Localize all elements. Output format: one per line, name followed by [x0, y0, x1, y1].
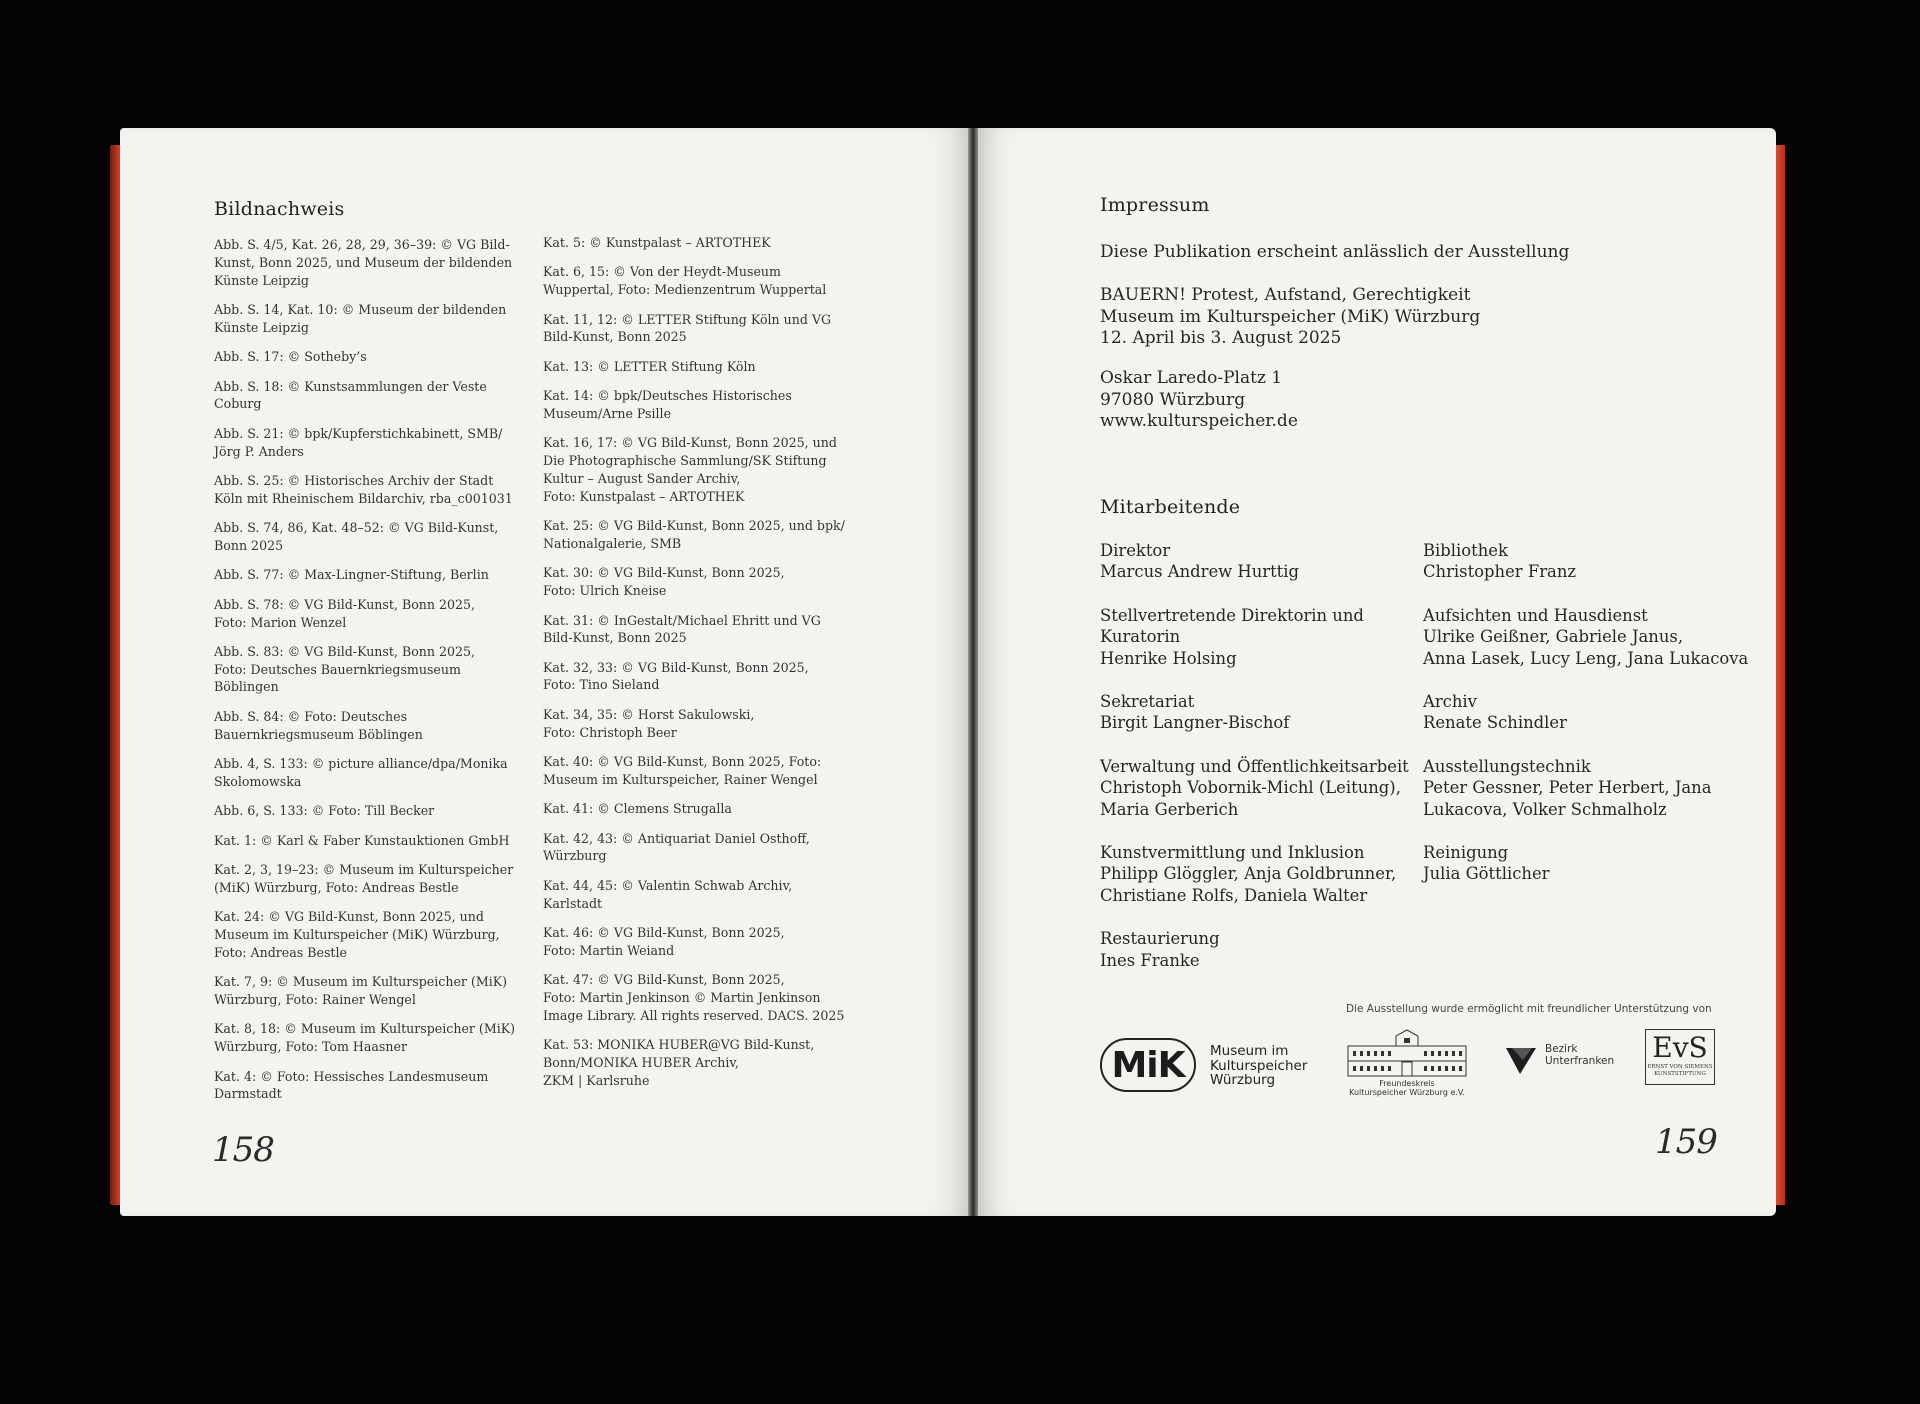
- credit-entry: Kat. 4: © Foto: Hessisches Landesmuseum Darmstadt: [214, 1068, 489, 1102]
- staff-entry: [1100, 691, 1410, 734]
- credits-column-2: [543, 234, 873, 1101]
- staff-names: Henrike Holsing: [1100, 648, 1237, 668]
- credit-entry: Kat. 31: © InGestalt/Michael Ehritt und VG Bild-Kunst, Bonn 2025: [543, 612, 821, 646]
- credit-entry: Kat. 41: © Clemens Strugalla: [543, 801, 732, 817]
- credits-heading: Bildnachweis: [214, 198, 345, 220]
- mik-logo-text: Museum im Kulturspeicher Würzburg: [1210, 1043, 1308, 1088]
- staff-names: Renate Schindler: [1423, 713, 1567, 733]
- credit-entry: Abb. S. 77: © Max-Lingner-Stiftung, Berlin: [214, 567, 489, 583]
- credit-entry: Kat. 5: © Kunstpalast – ARTOTHEK: [543, 235, 771, 250]
- support-note: Die Ausstellung wurde ermöglicht mit freundlicher Unterstützung von: [1346, 1003, 1712, 1015]
- evs-logo-text: ERNST VON SIEMENS KUNSTSTIFTUNG: [1647, 1064, 1713, 1077]
- credit-entry: Kat. 6, 15: © Von der Heydt-Museum Wuppertal, Foto: Medienzentrum Wuppertal: [543, 264, 827, 298]
- staff-role: Direktor: [1100, 541, 1171, 560]
- staff-names: Christoph Vobornik-Michl (Leitung), Maria Gerberich: [1100, 778, 1401, 819]
- staff-entry: [1100, 756, 1410, 820]
- credit-entry: Kat. 42, 43: © Antiquariat Daniel Osthoff, Würzburg: [543, 830, 810, 864]
- mik-logo: MiK: [1100, 1038, 1196, 1092]
- credit-entry: Abb. S. 18: © Kunstsammlungen der Veste Coburg: [214, 378, 487, 412]
- credit-entry: Kat. 2, 3, 19–23: © Museum im Kulturspeicher (MiK) Würzburg, Foto: Andreas Bestle: [214, 862, 514, 895]
- credit-entry: Kat. 32, 33: © VG Bild-Kunst, Bonn 2025, Foto: Tino Sieland: [543, 659, 809, 693]
- staff-entry: [1100, 540, 1410, 583]
- credit-entry: Kat. 34, 35: © Horst Sakulowski, Foto: Christoph Beer: [543, 706, 755, 740]
- credit-entry: Abb. S. 17: © Sotheby’s: [214, 349, 367, 365]
- evs-logo-mark: EvS: [1652, 1031, 1708, 1064]
- staff-entry: [1423, 605, 1763, 669]
- credit-entry: Kat. 44, 45: © Valentin Schwab Archiv, Karlstadt: [543, 877, 793, 911]
- credit-entry: Kat. 30: © VG Bild-Kunst, Bonn 2025, Foto: Ulrich Kneise: [543, 565, 785, 599]
- credit-entry: Abb. S. 14, Kat. 10: © Museum der bildenden Künste Leipzig: [214, 301, 507, 335]
- staff-heading: Mitarbeitende: [1100, 496, 1241, 518]
- staff-column-right: [1423, 540, 1763, 907]
- page-number-left: 158: [212, 1130, 274, 1170]
- staff-role: Ausstellungstechnik: [1423, 756, 1591, 776]
- credit-entry: Kat. 11, 12: © LETTER Stiftung Köln und VG Bild-Kunst, Bonn 2025: [543, 311, 832, 345]
- credit-entry: Kat. 1: © Karl & Faber Kunstauktionen GmbH: [214, 832, 510, 848]
- credit-entry: Abb. S. 78: © VG Bild-Kunst, Bonn 2025, Foto: Marion Wenzel: [214, 596, 476, 630]
- staff-entry: [1423, 691, 1763, 734]
- staff-names: Ulrike Geißner, Gabriele Janus, Anna Lasek, Lucy Leng, Jana Lukacova: [1423, 627, 1749, 668]
- staff-entry: [1100, 842, 1410, 906]
- book-edge-right: [1776, 145, 1785, 1205]
- credit-entry: Abb. S. 4/5, Kat. 26, 28, 29, 36–39: © VG Bild- Kunst, Bonn 2025, und Museum der bildenden Künste Leipzig: [214, 237, 513, 288]
- staff-entry: [1423, 842, 1763, 885]
- staff-entry: [1100, 928, 1410, 971]
- credit-entry: Kat. 24: © VG Bild-Kunst, Bonn 2025, und Museum im Kulturspeicher (MiK) Würzburg, Foto: Andreas Bestle: [214, 909, 500, 960]
- credit-entry: Abb. S. 83: © VG Bild-Kunst, Bonn 2025, Foto: Deutsches Bauernkriegsmuseum Böblingen: [214, 643, 476, 695]
- credit-entry: Kat. 46: © VG Bild-Kunst, Bonn 2025, Foto: Martin Weiand: [543, 925, 785, 958]
- staff-role: Bibliothek: [1423, 541, 1508, 560]
- credit-entry: Abb. S. 74, 86, Kat. 48–52: © VG Bild-Kunst, Bonn 2025: [214, 520, 499, 553]
- credit-entry: Abb. S. 25: © Historisches Archiv der Stadt Köln mit Rheinischem Bildarchiv, rba_c001031: [214, 472, 513, 506]
- staff-names: Christopher Franz: [1423, 562, 1577, 582]
- impressum-intro: Diese Publikation erscheint anlässlich der Ausstellung: [1100, 242, 1570, 262]
- credit-entry: Abb. 6, S. 133: © Foto: Till Becker: [214, 803, 435, 819]
- credit-entry: Kat. 13: © LETTER Stiftung Köln: [543, 358, 756, 374]
- credit-entry: Kat. 16, 17: © VG Bild-Kunst, Bonn 2025, und Die Photographische Sammlung/SK Stiftung Kultur – August Sander Archiv, Foto: Kunstpalast – ARTOTHEK: [543, 435, 837, 504]
- staff-role: Sekretariat: [1100, 692, 1195, 712]
- credit-entry: Kat. 25: © VG Bild-Kunst, Bonn 2025, und bpk/ Nationalgalerie, SMB: [543, 518, 845, 551]
- exhibition-info: BAUERN! Protest, Aufstand, Gerechtigkeit Museum im Kulturspeicher (MiK) Würzburg 12. April bis 3. August 2025: [1100, 285, 1481, 348]
- staff-names: Birgit Langner-Bischof: [1100, 713, 1290, 733]
- credit-entry: Abb. S. 21: © bpk/Kupferstichkabinett, SMB/ Jörg P. Anders: [214, 425, 503, 459]
- freundeskreis-logo-text: Freundeskreis Kulturspeicher Würzburg e.V.: [1349, 1079, 1465, 1097]
- credit-entry: Kat. 14: © bpk/Deutsches Historisches Museum/Arne Psille: [543, 388, 792, 421]
- credit-entry: Kat. 53: MONIKA HUBER@VG Bild-Kunst, Bonn/MONIKA HUBER Archiv, ZKM | Karlsruhe: [543, 1037, 815, 1088]
- credit-entry: Abb. 4, S. 133: © picture alliance/dpa/Monika Skolomowska: [214, 756, 508, 789]
- staff-role: Restaurierung: [1100, 929, 1220, 949]
- credit-entry: Kat. 7, 9: © Museum im Kulturspeicher (MiK) Würzburg, Foto: Rainer Wengel: [214, 974, 508, 1007]
- staff-column-left: [1100, 540, 1410, 993]
- credits-column-1: [214, 236, 534, 1115]
- staff-entry: [1423, 756, 1763, 820]
- staff-names: Philipp Glöggler, Anja Goldbrunner, Christiane Rolfs, Daniela Walter: [1100, 864, 1397, 905]
- credit-entry: Abb. S. 84: © Foto: Deutsches Bauernkriegsmuseum Böblingen: [214, 708, 423, 742]
- page-number-right: 159: [1655, 1122, 1717, 1162]
- staff-role: Aufsichten und Hausdienst: [1423, 605, 1648, 625]
- evs-logo: [1645, 1029, 1715, 1085]
- credit-entry: Kat. 40: © VG Bild-Kunst, Bonn 2025, Foto: Museum im Kulturspeicher, Rainer Wengel: [543, 754, 822, 787]
- staff-role: Verwaltung und Öffentlichkeitsarbeit: [1100, 756, 1409, 776]
- bezirk-logo-text: Bezirk Unterfranken: [1545, 1043, 1615, 1067]
- staff-names: Peter Gessner, Peter Herbert, Jana Lukacova, Volker Schmalholz: [1423, 778, 1712, 819]
- credit-entry: Kat. 47: © VG Bild-Kunst, Bonn 2025, Foto: Martin Jenkinson © Martin Jenkinson Image Library. All rights reserved. DACS. 2025: [543, 972, 845, 1023]
- staff-entry: [1100, 605, 1410, 669]
- impressum-heading: Impressum: [1100, 194, 1210, 216]
- staff-names: Marcus Andrew Hurttig: [1100, 562, 1300, 582]
- staff-role: Reinigung: [1423, 843, 1509, 863]
- credit-entry: Kat. 8, 18: © Museum im Kulturspeicher (MiK) Würzburg, Foto: Tom Haasner: [214, 1021, 516, 1055]
- staff-role: Archiv: [1423, 692, 1477, 712]
- staff-entry: [1423, 540, 1763, 583]
- staff-names: Julia Göttlicher: [1423, 864, 1550, 884]
- bezirk-logo-icon: [1506, 1046, 1536, 1076]
- book-gutter: [968, 128, 978, 1216]
- staff-names: Ines Franke: [1100, 950, 1200, 970]
- address-block: Oskar Laredo-Platz 1 97080 Würzburg www.kulturspeicher.de: [1100, 368, 1298, 431]
- staff-role: Kunstvermittlung und Inklusion: [1100, 843, 1365, 863]
- staff-role: Stellvertretende Direktorin und Kuratorin: [1100, 605, 1364, 647]
